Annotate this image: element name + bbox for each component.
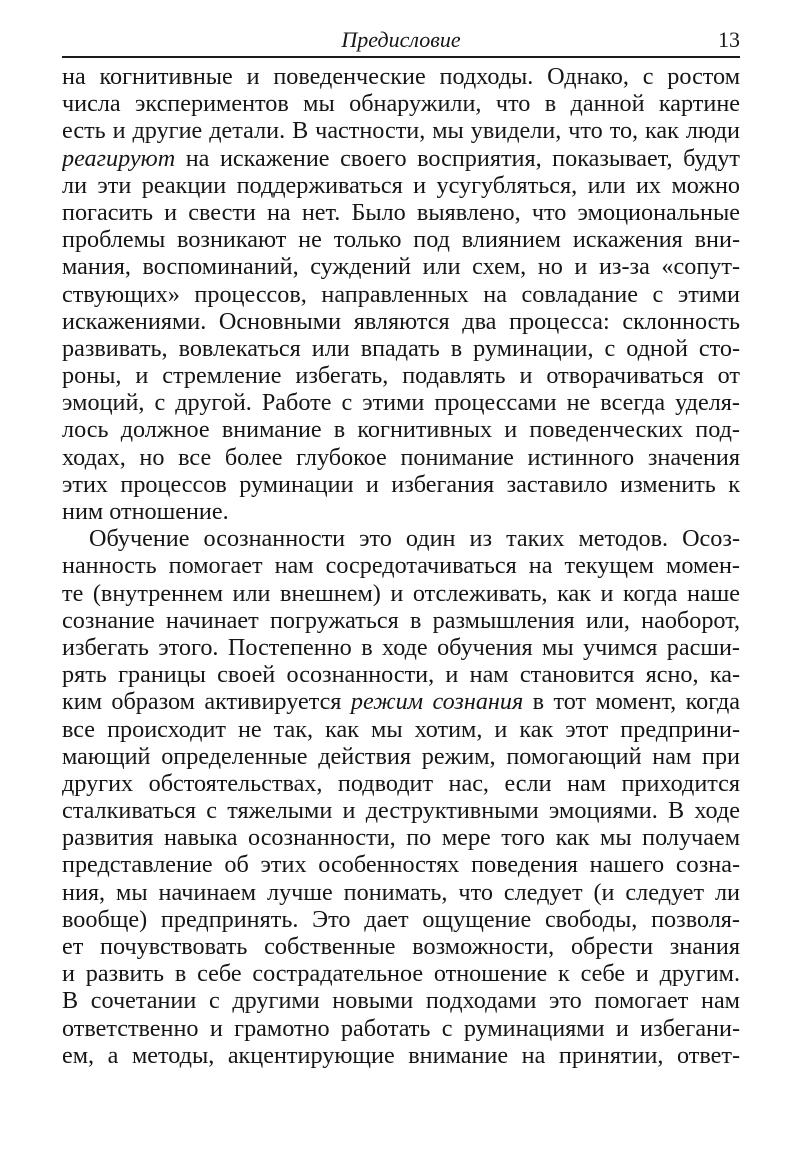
text-line [62,308,740,335]
text-run: сталкиваться с тяжелыми и деструктивными эмоциями. В ходе [62,797,740,825]
text-run: мающий определенные действия режим, помогающий нам при [62,742,740,770]
text-line [62,1015,740,1042]
running-head: Предисловие [341,27,461,52]
text-run: ствующих» процессов, направленных на совладание с этими [62,280,740,308]
text-run: избегать этого. Постепенно в ходе обучения мы учимся расши- [62,633,740,661]
text-line [62,172,740,199]
italic-text-run: режим сознания [350,688,524,716]
text-line [62,362,740,389]
text-line [62,824,740,851]
text-run: все происходит не так, как мы хотим, и как этот предприни- [62,715,740,743]
text-run: развития навыка осознанности, по мере того как мы получаем [62,824,740,852]
text-line [62,688,740,715]
text-run: ким образом активируется [62,688,351,716]
text-run: Обучение осознанности это один из таких методов. Осоз- [89,525,740,553]
text-line [62,743,740,770]
paragraph-2 [62,525,740,1069]
text-run: на когнитивные и поведенческие подходы. Однако, с ростом [62,63,740,90]
text-run: ли эти реакции поддерживаться и усугубляться, или их можно [62,171,740,199]
text-line [62,117,740,144]
text-line [62,797,740,824]
text-line [62,770,740,797]
text-run: этих процессов руминации и избегания заставило изменить к [62,470,740,498]
text-line [62,607,740,634]
text-line [62,335,740,362]
text-line [62,634,740,661]
text-run: есть и другие детали. В частности, мы увидели, что то, как люди [62,117,740,145]
text-line [62,716,740,743]
text-run: числа экспериментов мы обнаружили, что в данной картине [62,90,740,118]
text-run: роны, и стремление избегать, подавлять и отворачиваться от [62,362,740,390]
text-line [62,416,740,443]
text-run: ния, мы начинаем лучше понимать, что следует (и следует ли [62,878,740,906]
text-run: представление об этих особенностях поведения нашего созна- [62,851,740,879]
text-line [62,933,740,960]
text-line [62,525,740,552]
text-line [62,199,740,226]
text-run: сознание начинает погружаться в размышления или, наоборот, [62,606,740,634]
text-line [62,987,740,1014]
text-line [62,281,740,308]
text-line [62,389,740,416]
text-line [62,145,740,172]
text-run: эмоций, с другой. Работе с этими процессами не всегда уделя- [62,389,740,417]
text-line [62,960,740,987]
text-line [62,253,740,280]
text-run: других обстоятельствах, подводит нас, если нам приходится [62,769,740,797]
text-line [62,471,740,498]
text-run: и развить в себе сострадательное отношение к себе и другим. [62,960,740,988]
text-run: вообще) предпринять. Это дает ощущение свободы, позволя- [62,905,740,933]
text-run: проблемы возникают не только под влиянием искажения вни- [62,226,740,254]
text-run: нанность помогает нам сосредотачиваться на текущем момен- [62,552,740,580]
text-run: погасить и свести на нет. Было выявлено, что эмоциональные [62,198,740,226]
text-run: в тот момент, когда [523,688,740,716]
text-line [62,444,740,471]
paragraph-1 [62,63,740,525]
text-run: ответственно и грамотно работать с руминациями и избегани- [62,1014,740,1042]
text-line [62,879,740,906]
body-text [62,63,740,1069]
text-run: ем, а методы, акцентирующие внимание на принятии, ответ- [62,1041,740,1069]
page-number: 13 [718,27,740,52]
text-run: развивать, вовлекаться или впадать в руминации, с одной сто- [62,334,740,362]
text-line [62,580,740,607]
text-line [62,1042,740,1069]
text-run: В сочетании с другими новыми подходами это помогает нам [62,987,740,1015]
text-run: ним отношение. [62,498,229,525]
text-run: на искажение своего восприятия, показывает, будут [175,144,740,172]
text-run: те (внутреннем или внешнем) и отслеживать, как и когда наше [62,579,740,607]
text-run: ет почувствовать собственные возможности, обрести знания [62,933,740,960]
text-line [62,498,740,525]
text-run: искажениями. Основными являются два процесса: склонность [62,307,740,335]
text-run: мания, воспоминаний, суждений или схем, но и из-за «сопут- [62,253,740,281]
italic-text-run: реагируют [62,144,176,172]
page-header [62,22,740,58]
text-line [62,552,740,579]
text-run: рять границы своей осознанности, и нам становится ясно, ка- [62,661,740,689]
text-line [62,63,740,90]
text-line [62,226,740,253]
text-line [62,906,740,933]
text-run: ходах, но все более глубокое понимание истинного значения [62,443,740,471]
text-run: лось должное внимание в когнитивных и поведенческих под- [62,416,740,444]
text-line [62,851,740,878]
text-line [62,661,740,688]
text-line [62,90,740,117]
